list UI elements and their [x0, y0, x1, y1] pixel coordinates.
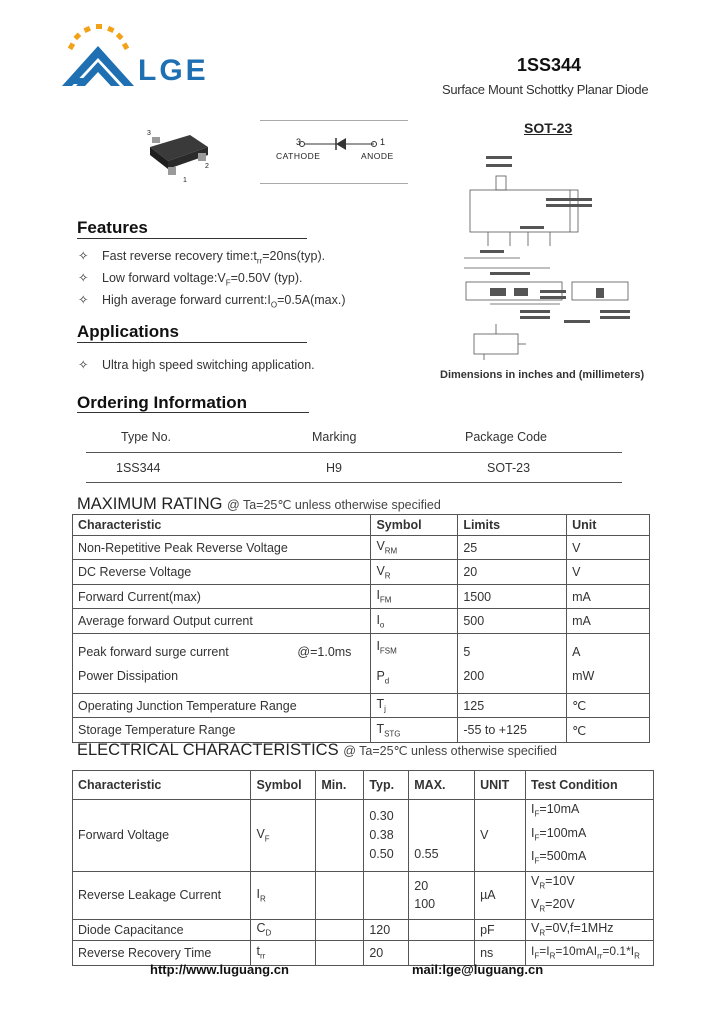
email-link[interactable]: mail:lge@luguang.cn: [412, 962, 544, 977]
ordering-heading: Ordering Information: [77, 393, 247, 412]
applications-heading: Applications: [77, 322, 180, 341]
ordering-marking-value: H9: [326, 461, 342, 475]
table-row: Operating Junction Temperature Range $T_j$ 125 ℃: [73, 694, 650, 718]
table-row: Forward Current(max) $I_{FM}$ 1500 mA: [73, 585, 650, 609]
features-heading: Features: [77, 218, 148, 237]
package-pin-1-label: 1: [183, 177, 187, 184]
ordering-header-marking: Marking: [312, 430, 357, 444]
brand-name: LGE: [138, 54, 209, 87]
website-link[interactable]: http://www.luguang.cn: [150, 962, 289, 977]
table-header-row: Characteristic Symbol Limits Unit: [73, 515, 650, 536]
brand-logo-mark: [58, 22, 138, 90]
bullet-star-icon: ✧: [78, 293, 89, 307]
electrical-heading: ELECTRICAL CHARACTERISTICS @ Ta=25℃ unless otherwise specified: [77, 741, 557, 759]
anode-label: ANODE: [361, 151, 394, 161]
ordering-package-value: SOT-23: [487, 461, 531, 475]
table-header-row: Characteristic Symbol Min. Typ. MAX. UNIT Test Condition: [73, 771, 654, 800]
bullet-star-icon: ✧: [78, 249, 89, 263]
table-row: Peak forward surge current @=1.0ms Power Dissipation $I_{FSM}$ $P_d$ 5 200 A mW: [73, 634, 650, 694]
diode-symbol: [298, 137, 378, 151]
package-pin-2-label: 2: [205, 163, 209, 170]
schematic-box: [260, 120, 408, 184]
features-underline: [77, 238, 307, 239]
bullet-star-icon: ✧: [78, 358, 89, 372]
feature-item: ✧ Low forward $voltage:V_F=0.50V$ (typ).: [78, 271, 303, 288]
ordering-underline: [77, 412, 309, 413]
feature-item: ✧ High average forward $current:I_O=0.5A(\max.)$: [78, 293, 346, 310]
table-row: Diode Capacitance $C_D$ 120 pF $V_R=0V,f=1MHz$: [73, 919, 654, 940]
table-row: Reverse Recovery Time $t_{rr}$ 20 ns $I_F=I_R=10mAI_{rr}=0.1*I_R$: [73, 940, 654, 965]
mountain-icon: [62, 46, 134, 86]
cathode-pin-number: 3: [296, 137, 302, 147]
max-rating-heading: MAXIMUM RATING @ Ta=25℃ unless otherwise specified: [77, 495, 441, 513]
sot23-dimension-drawing: [460, 148, 640, 364]
sun-rays-icon: [68, 24, 129, 50]
ordering-header-package: Package Code: [465, 430, 548, 444]
application-item: ✧ Ultra high speed switching application.: [78, 358, 315, 372]
part-description: Surface Mount Schottky Planar Diode: [442, 82, 649, 97]
ordering-header-type: Type No.: [121, 430, 172, 444]
electrical-table: [72, 770, 654, 966]
dimensions-caption: Dimensions in inches and (millimeters): [440, 369, 645, 381]
table-row: Reverse Leakage Current $I_R$ 20 100 µA $V_R=10V$ $V_R=20V$: [73, 871, 654, 919]
package-label: SOT-23: [524, 120, 573, 136]
applications-underline: [77, 342, 307, 343]
ordering-divider: [86, 452, 622, 453]
table-row: Average forward Output current $I_o$ 500 mA: [73, 609, 650, 634]
feature-item: ✧ Fast reverse recovery $time:t_{rr}=20ns(typ)$.: [78, 249, 326, 266]
anode-pin-number: 1: [380, 137, 386, 147]
ordering-bottom-line: [86, 482, 622, 483]
ordering-type-value: 1SS344: [116, 461, 161, 475]
cathode-label: CATHODE: [276, 151, 321, 161]
table-row: Non-Repetitive Peak Reverse Voltage $V_{RM}$ 25 V: [73, 536, 650, 560]
bullet-star-icon: ✧: [78, 271, 89, 285]
max-rating-table: [72, 514, 650, 743]
table-row: Forward Voltage $V_F$ 0.30 0.38 0.50 0.55 V $I_F=10mA$ $I_F=100mA$ $I_F=500mA$: [73, 800, 654, 872]
table-row: DC Reverse Voltage $V_R$ 20 V: [73, 560, 650, 585]
package-pin-3-label: 3: [147, 130, 151, 137]
part-number: 1SS344: [517, 55, 582, 75]
package-photo: [140, 125, 220, 185]
table-row: Storage Temperature Range $T_{STG}$ -55 to +125 ℃: [73, 718, 650, 743]
